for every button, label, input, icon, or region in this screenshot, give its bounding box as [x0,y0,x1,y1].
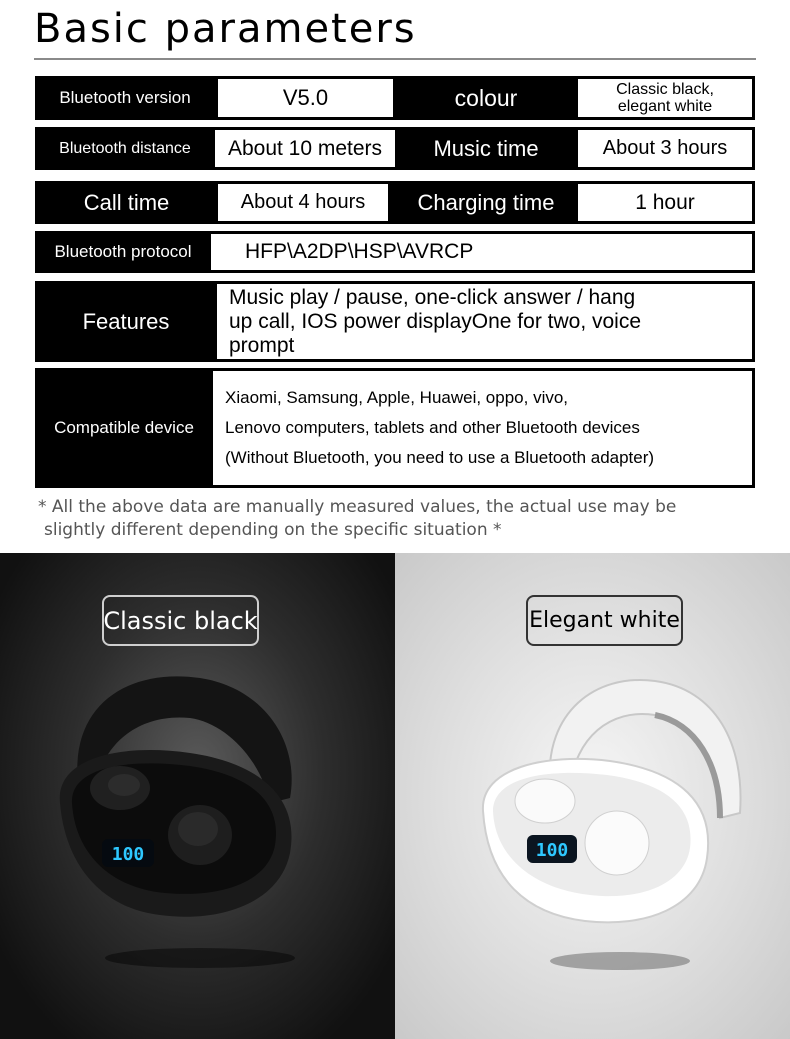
spec-value-colour [578,79,752,117]
features-line-3: prompt [229,333,295,357]
classic-black-label: Classic black [102,595,259,646]
white-battery-display: 100 [535,840,569,861]
spec-value-bluetooth-distance: About 10 meters [215,130,395,167]
spec-key-compatible-device: Compatible device [54,418,194,437]
page-title: Basic parameters [34,6,417,52]
note-line-1: * All the above data are manually measured values, the actual use may be [38,497,677,517]
features-line-1: Music play / pause, one-click answer / hang [229,285,636,309]
spec-key-charging-time: Charging time [417,189,555,215]
spec-value-call-time: About 4 hours [218,184,388,221]
spec-value-colour-line2: elegant white [617,98,713,115]
spec-key-colour: colour [454,84,518,111]
black-earbuds-case-image [0,553,395,1039]
compatible-line-1: Xiaomi, Samsung, Apple, Huawei, oppo, vivo, [225,388,569,407]
compatible-line-3: (Without Bluetooth, you need to use a Bluetooth adapter) [225,448,655,467]
elegant-white-label: Elegant white [526,595,683,646]
spec-row-bluetooth-version [35,76,755,120]
spec-key-bluetooth-version: Bluetooth version [59,88,191,107]
features-line-2: up call, IOS power displayOne for two, voice [229,309,642,333]
spec-row-features [35,281,755,362]
spec-value-bluetooth-protocol: HFP\A2DP\HSP\AVRCP [211,234,752,270]
spec-value-charging-time: 1 hour [578,184,752,221]
spec-value-compatible-device [213,371,752,485]
white-earbuds-case-image [395,553,790,1039]
spec-key-bluetooth-protocol: Bluetooth protocol [54,242,192,261]
title-divider [34,58,756,60]
note-line-2: slightly different depending on the specific situation * [44,520,502,540]
spec-key-bluetooth-distance: Bluetooth distance [59,139,191,157]
spec-value-features [217,284,752,359]
spec-row-compatible-device [35,368,755,488]
spec-row-call-time [35,181,755,224]
spec-value-colour-line1: Classic black, [616,81,714,98]
spec-row-bluetooth-protocol [35,231,755,273]
spec-key-features: Features [82,308,170,334]
elegant-white-panel [395,553,790,1039]
spec-row-bluetooth-distance [35,127,755,170]
spec-value-music-time: About 3 hours [578,130,752,167]
spec-value-bluetooth-version: V5.0 [218,79,393,117]
compatible-line-2: Lenovo computers, tablets and other Bluetooth devices [225,418,640,437]
classic-black-panel [0,553,395,1039]
measurement-note [38,496,738,542]
black-battery-display: 100 [111,844,145,865]
spec-key-call-time: Call time [83,189,170,215]
spec-key-music-time: Music time [433,135,539,161]
